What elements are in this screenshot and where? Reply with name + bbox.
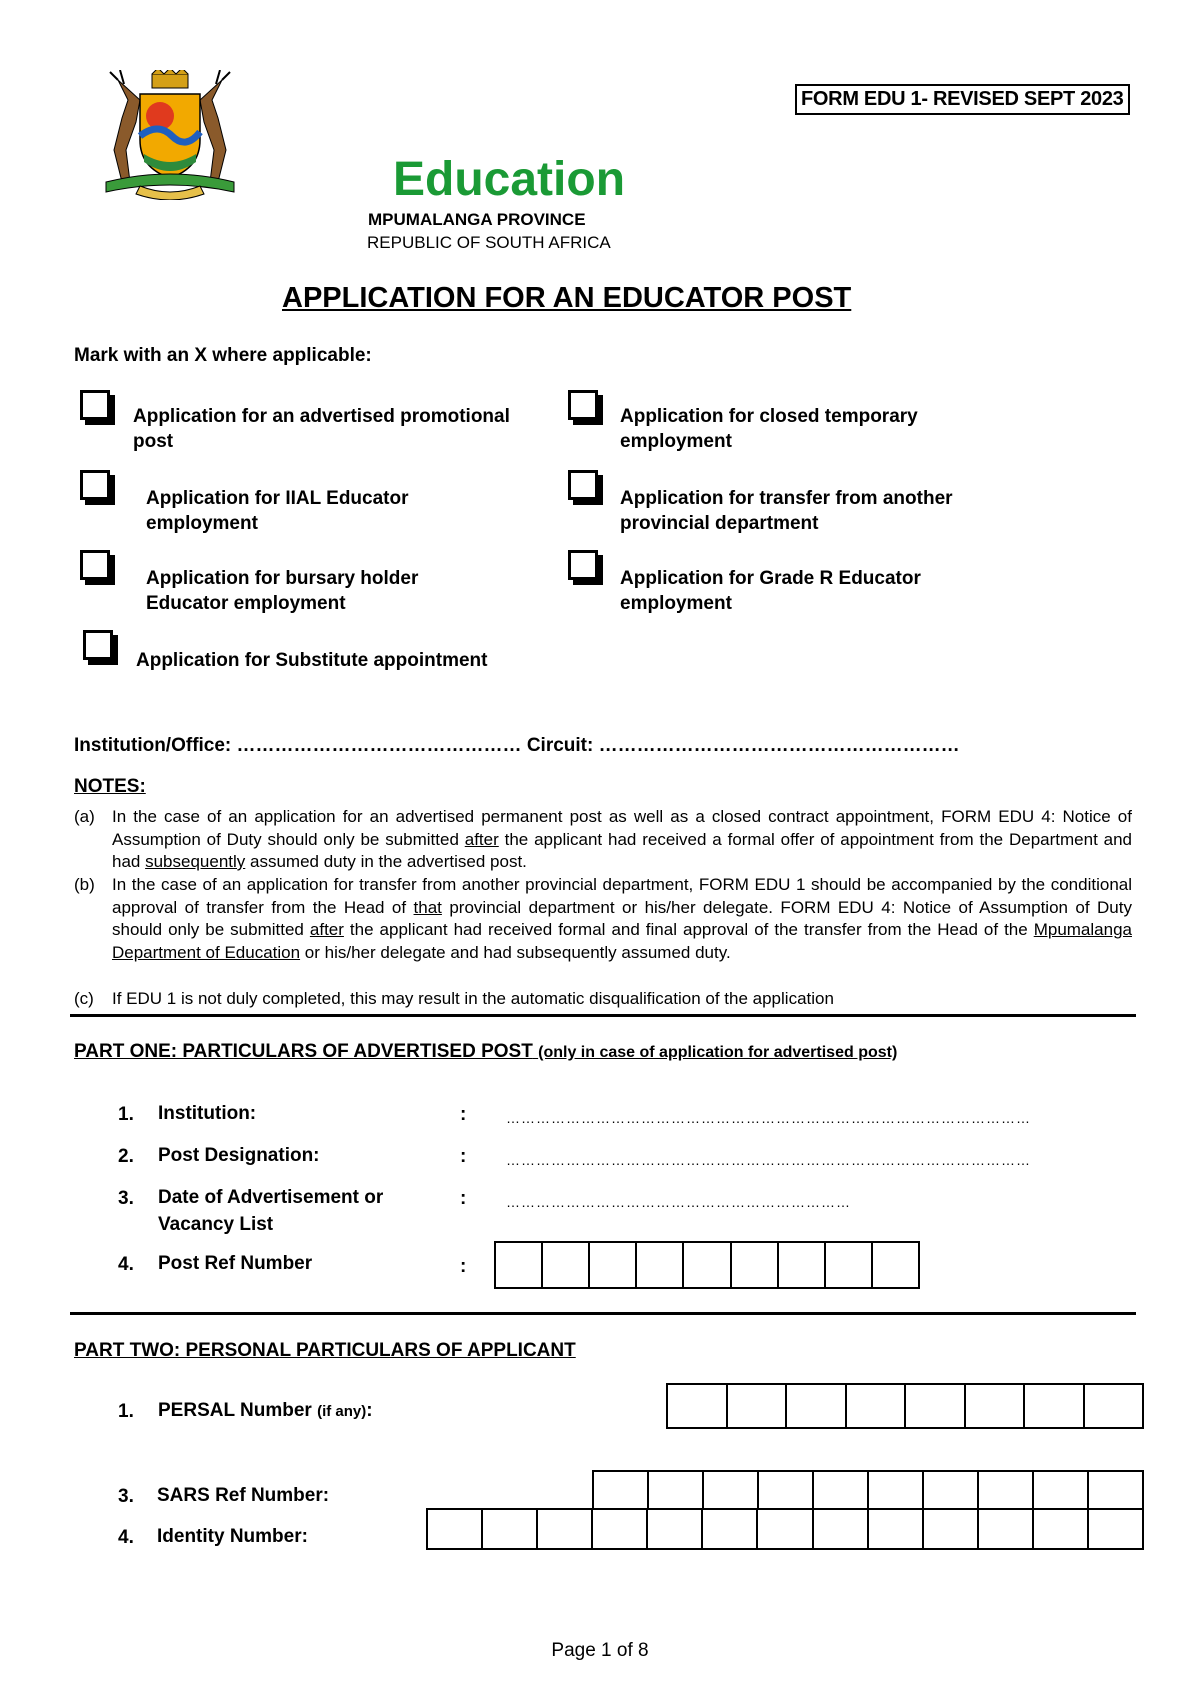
- digit-box[interactable]: [869, 1510, 924, 1548]
- note-a-letter: (a): [74, 807, 95, 826]
- mark-instruction: Mark with an X where applicable:: [74, 345, 372, 366]
- digit-box[interactable]: [637, 1243, 684, 1287]
- digit-box[interactable]: [704, 1472, 759, 1508]
- part-one-item-label: Date of Advertisement or Vacancy List: [158, 1187, 384, 1235]
- checkbox-advertised-post[interactable]: [80, 390, 110, 420]
- digit-box[interactable]: [649, 1472, 704, 1508]
- digit-box[interactable]: [814, 1510, 869, 1548]
- identity-number-boxes[interactable]: [426, 1508, 1144, 1550]
- digit-box[interactable]: [924, 1472, 979, 1508]
- digit-box[interactable]: [1085, 1385, 1143, 1427]
- digit-box[interactable]: [1034, 1510, 1089, 1548]
- page-number: Page 1 of 8: [551, 1640, 649, 1661]
- persal-optional-note: (if any): [317, 1403, 367, 1420]
- note-a-text: In the case of an application for an advertised permanent post as well as a closed contract appointment, FORM EDU 4: Notice of Assumption of Duty should only be submitted after the applicant had received a formal offer of appointment from the Department and had subsequently assumed duty in the advertised post.: [112, 807, 1132, 871]
- option-label-transfer: Application for transfer from another provincial department: [620, 488, 953, 534]
- digit-box[interactable]: [593, 1510, 648, 1548]
- checkbox-transfer[interactable]: [568, 470, 598, 500]
- department-title: Education: [393, 153, 626, 206]
- digit-box[interactable]: [1034, 1472, 1089, 1508]
- digit-box[interactable]: [590, 1243, 637, 1287]
- checkbox-bursary-holder[interactable]: [80, 550, 110, 580]
- digit-box[interactable]: [684, 1243, 731, 1287]
- digit-box[interactable]: [779, 1243, 826, 1287]
- persal-number-label: PERSAL Number (if any):: [158, 1400, 373, 1421]
- note-c-letter: (c): [74, 989, 94, 1008]
- post-ref-number-boxes[interactable]: [494, 1241, 920, 1289]
- part-one-colon: :: [460, 1256, 467, 1277]
- identity-number-label: Identity Number:: [157, 1526, 308, 1547]
- digit-box[interactable]: [594, 1472, 649, 1508]
- part-one-heading: PART ONE: PARTICULARS OF ADVERTISED POST (only in case of application for advertised post): [74, 1041, 898, 1062]
- identity-number-index: 4.: [118, 1527, 134, 1548]
- digit-box[interactable]: [1025, 1385, 1085, 1427]
- checkbox-substitute[interactable]: [83, 630, 113, 660]
- sars-number-index: 3.: [118, 1486, 134, 1507]
- part-one-item-number: 3.: [118, 1188, 134, 1209]
- digit-box[interactable]: [924, 1510, 979, 1548]
- note-b-text: In the case of an application for transfer from another provincial department, FORM EDU 1 should be accompanied by the conditional approval of transfer from the Head of that provincial department or his/her delegate. FORM EDU 4: Notice of Assumption of Duty should only be submitted after the applicant had received formal and final approval of the transfer from the Head of the Mpumalanga Department of Education or his/her delegate and had subsequently assumed duty.: [112, 875, 1132, 962]
- republic-name: REPUBLIC OF SOUTH AFRICA: [367, 233, 611, 252]
- digit-box[interactable]: [759, 1472, 814, 1508]
- digit-box[interactable]: [847, 1385, 907, 1427]
- persal-number-boxes[interactable]: [666, 1383, 1144, 1429]
- part-one-colon: :: [460, 1146, 467, 1167]
- digit-box[interactable]: [732, 1243, 779, 1287]
- option-label-advertised-post: Application for an advertised promotional post: [133, 406, 510, 452]
- digit-box[interactable]: [496, 1243, 543, 1287]
- note-a: [74, 806, 1132, 874]
- checkbox-iial-educator[interactable]: [80, 470, 110, 500]
- digit-box[interactable]: [787, 1385, 847, 1427]
- notes-heading: NOTES:: [74, 776, 146, 797]
- option-label-closed-temporary: Application for closed temporary employment: [620, 406, 918, 452]
- institution-label: Institution/Office:: [74, 735, 232, 756]
- note-b: [74, 874, 1132, 964]
- part-two-heading: PART TWO: PERSONAL PARTICULARS OF APPLICANT: [74, 1340, 576, 1361]
- circuit-label: Circuit:: [526, 735, 594, 756]
- digit-box[interactable]: [979, 1472, 1034, 1508]
- digit-box[interactable]: [668, 1385, 728, 1427]
- part-one-colon: :: [460, 1104, 467, 1125]
- digit-box[interactable]: [814, 1472, 869, 1508]
- circuit-input[interactable]: …………………………………………………: [598, 735, 960, 756]
- option-label-bursary-holder: Application for bursary holder Educator employment: [146, 568, 419, 614]
- part-one-note: (only in case of application for advertised post): [538, 1044, 898, 1061]
- digit-box[interactable]: [979, 1510, 1034, 1548]
- digit-box[interactable]: [873, 1243, 918, 1287]
- digit-box[interactable]: [703, 1510, 758, 1548]
- digit-box[interactable]: [966, 1385, 1026, 1427]
- note-b-letter: (b): [74, 875, 95, 894]
- part-one-item-label: Institution:: [158, 1103, 257, 1124]
- checkbox-closed-temporary[interactable]: [568, 390, 598, 420]
- page-title: APPLICATION FOR AN EDUCATOR POST: [282, 282, 852, 314]
- option-label-substitute: Application for Substitute appointment: [136, 650, 488, 671]
- form-code: FORM EDU 1- REVISED SEPT 2023: [795, 84, 1130, 115]
- advertisement-date-field[interactable]: ……………………………………………………………: [506, 1194, 851, 1210]
- digit-box[interactable]: [906, 1385, 966, 1427]
- part-one-item-number: 2.: [118, 1146, 134, 1167]
- digit-box[interactable]: [869, 1472, 924, 1508]
- persal-number-index: 1.: [118, 1401, 134, 1422]
- coat-of-arms-logo: [100, 70, 240, 200]
- divider: [70, 1014, 1136, 1017]
- part-one-colon: :: [460, 1188, 467, 1209]
- digit-box[interactable]: [538, 1510, 593, 1548]
- province-name: MPUMALANGA PROVINCE: [368, 210, 586, 229]
- divider: [70, 1312, 1136, 1315]
- digit-box[interactable]: [648, 1510, 703, 1548]
- checkbox-grade-r[interactable]: [568, 550, 598, 580]
- option-label-iial-educator: Application for IIAL Educator employment: [146, 488, 409, 534]
- digit-box[interactable]: [1089, 1472, 1142, 1508]
- digit-box[interactable]: [728, 1385, 788, 1427]
- digit-box[interactable]: [543, 1243, 590, 1287]
- part-one-item-label: Post Designation:: [158, 1145, 320, 1166]
- part-one-item-number: 4.: [118, 1254, 134, 1275]
- digit-box[interactable]: [1089, 1510, 1142, 1548]
- sars-number-label: SARS Ref Number:: [157, 1485, 330, 1506]
- institution-input[interactable]: ………………………………………: [236, 735, 522, 756]
- note-c-text: If EDU 1 is not duly completed, this may result in the automatic disqualification of the application: [112, 989, 834, 1008]
- sars-ref-number-boxes[interactable]: [592, 1470, 1144, 1510]
- digit-box[interactable]: [758, 1510, 813, 1548]
- institution-circuit-line: [74, 735, 960, 757]
- option-label-grade-r: Application for Grade R Educator employment: [620, 568, 921, 614]
- digit-box[interactable]: [428, 1510, 483, 1548]
- note-c: [74, 988, 1132, 1011]
- institution-field[interactable]: ……………………………………………………………………………………………: [506, 1110, 1031, 1126]
- part-one-item-number: 1.: [118, 1104, 134, 1125]
- part-one-item-label: Post Ref Number: [158, 1253, 313, 1274]
- digit-box[interactable]: [826, 1243, 873, 1287]
- digit-box[interactable]: [483, 1510, 538, 1548]
- post-designation-field[interactable]: ……………………………………………………………………………………………: [506, 1152, 1031, 1168]
